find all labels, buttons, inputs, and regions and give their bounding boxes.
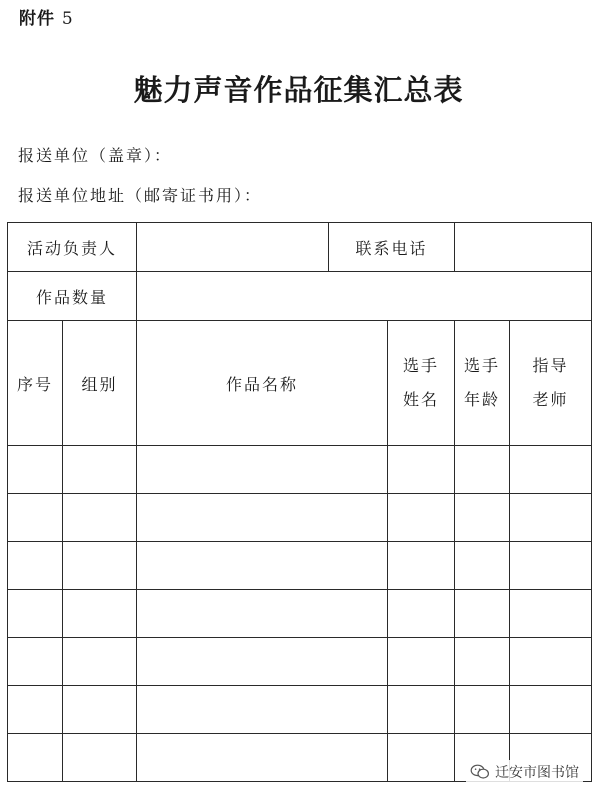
table-row bbox=[8, 638, 592, 686]
submitting-unit-line: 报送单位（盖章）： bbox=[18, 146, 173, 165]
col-header-player-age bbox=[455, 321, 510, 446]
cell-group[interactable] bbox=[63, 494, 137, 542]
cell-work-name[interactable] bbox=[137, 542, 388, 590]
cell-teacher[interactable] bbox=[510, 494, 592, 542]
cell-group[interactable] bbox=[63, 734, 137, 782]
cell-player-age[interactable] bbox=[455, 494, 510, 542]
cell-group[interactable] bbox=[63, 638, 137, 686]
phone-label-cell: 联系电话 bbox=[329, 223, 455, 272]
col-header-seq: 序号 bbox=[8, 321, 63, 446]
cell-seq[interactable] bbox=[8, 638, 63, 686]
cell-teacher[interactable] bbox=[510, 446, 592, 494]
summary-table bbox=[7, 222, 592, 782]
col-header-teacher bbox=[510, 321, 592, 446]
cell-seq[interactable] bbox=[8, 590, 63, 638]
attachment-number: 5 bbox=[61, 9, 74, 29]
table-row bbox=[8, 686, 592, 734]
cell-teacher[interactable] bbox=[510, 590, 592, 638]
attachment-label bbox=[19, 4, 74, 29]
cell-player-age[interactable] bbox=[455, 542, 510, 590]
wechat-icon bbox=[470, 764, 490, 780]
cell-player-name[interactable] bbox=[388, 446, 455, 494]
col-header-work-name: 作品名称 bbox=[137, 321, 388, 446]
page-title: 魅力声音作品征集汇总表 bbox=[133, 73, 464, 107]
cell-group[interactable] bbox=[63, 446, 137, 494]
cell-work-name[interactable] bbox=[137, 686, 388, 734]
cell-teacher[interactable] bbox=[510, 686, 592, 734]
cell-seq[interactable] bbox=[8, 734, 63, 782]
cell-group[interactable] bbox=[63, 542, 137, 590]
cell-player-name[interactable] bbox=[388, 542, 455, 590]
cell-player-age[interactable] bbox=[455, 446, 510, 494]
attachment-label-text: 附件 bbox=[19, 9, 55, 29]
cell-player-age[interactable] bbox=[455, 686, 510, 734]
table-row bbox=[8, 494, 592, 542]
submitting-address-line: 报送单位地址（邮寄证书用）： bbox=[18, 186, 263, 205]
cell-seq[interactable] bbox=[8, 446, 63, 494]
table-row bbox=[8, 542, 592, 590]
data-rows bbox=[8, 446, 592, 782]
count-value-cell[interactable] bbox=[137, 272, 592, 321]
cell-player-name[interactable] bbox=[388, 686, 455, 734]
table-row bbox=[8, 590, 592, 638]
cell-teacher[interactable] bbox=[510, 638, 592, 686]
col-header-player-name-text: 选手 姓名 bbox=[403, 356, 440, 409]
col-header-player-name bbox=[388, 321, 455, 446]
cell-seq[interactable] bbox=[8, 542, 63, 590]
cell-work-name[interactable] bbox=[137, 590, 388, 638]
phone-value-cell[interactable] bbox=[455, 223, 592, 272]
cell-player-name[interactable] bbox=[388, 638, 455, 686]
leader-label-cell: 活动负责人 bbox=[8, 223, 137, 272]
cell-seq[interactable] bbox=[8, 494, 63, 542]
table-row bbox=[8, 446, 592, 494]
watermark bbox=[466, 760, 583, 784]
col-header-group: 组别 bbox=[63, 321, 137, 446]
cell-work-name[interactable] bbox=[137, 494, 388, 542]
cell-teacher[interactable] bbox=[510, 542, 592, 590]
watermark-text: 迁安市图书馆 bbox=[495, 765, 579, 781]
count-label-cell: 作品数量 bbox=[8, 272, 137, 321]
cell-group[interactable] bbox=[63, 686, 137, 734]
cell-work-name[interactable] bbox=[137, 734, 388, 782]
cell-player-age[interactable] bbox=[455, 590, 510, 638]
col-header-player-age-text: 选手 年龄 bbox=[464, 356, 501, 409]
cell-player-name[interactable] bbox=[388, 494, 455, 542]
cell-seq[interactable] bbox=[8, 686, 63, 734]
cell-player-age[interactable] bbox=[455, 638, 510, 686]
cell-work-name[interactable] bbox=[137, 638, 388, 686]
cell-player-name[interactable] bbox=[388, 590, 455, 638]
leader-value-cell[interactable] bbox=[137, 223, 329, 272]
cell-group[interactable] bbox=[63, 590, 137, 638]
cell-player-name[interactable] bbox=[388, 734, 455, 782]
cell-work-name[interactable] bbox=[137, 446, 388, 494]
col-header-teacher-text: 指导 老师 bbox=[532, 356, 569, 409]
